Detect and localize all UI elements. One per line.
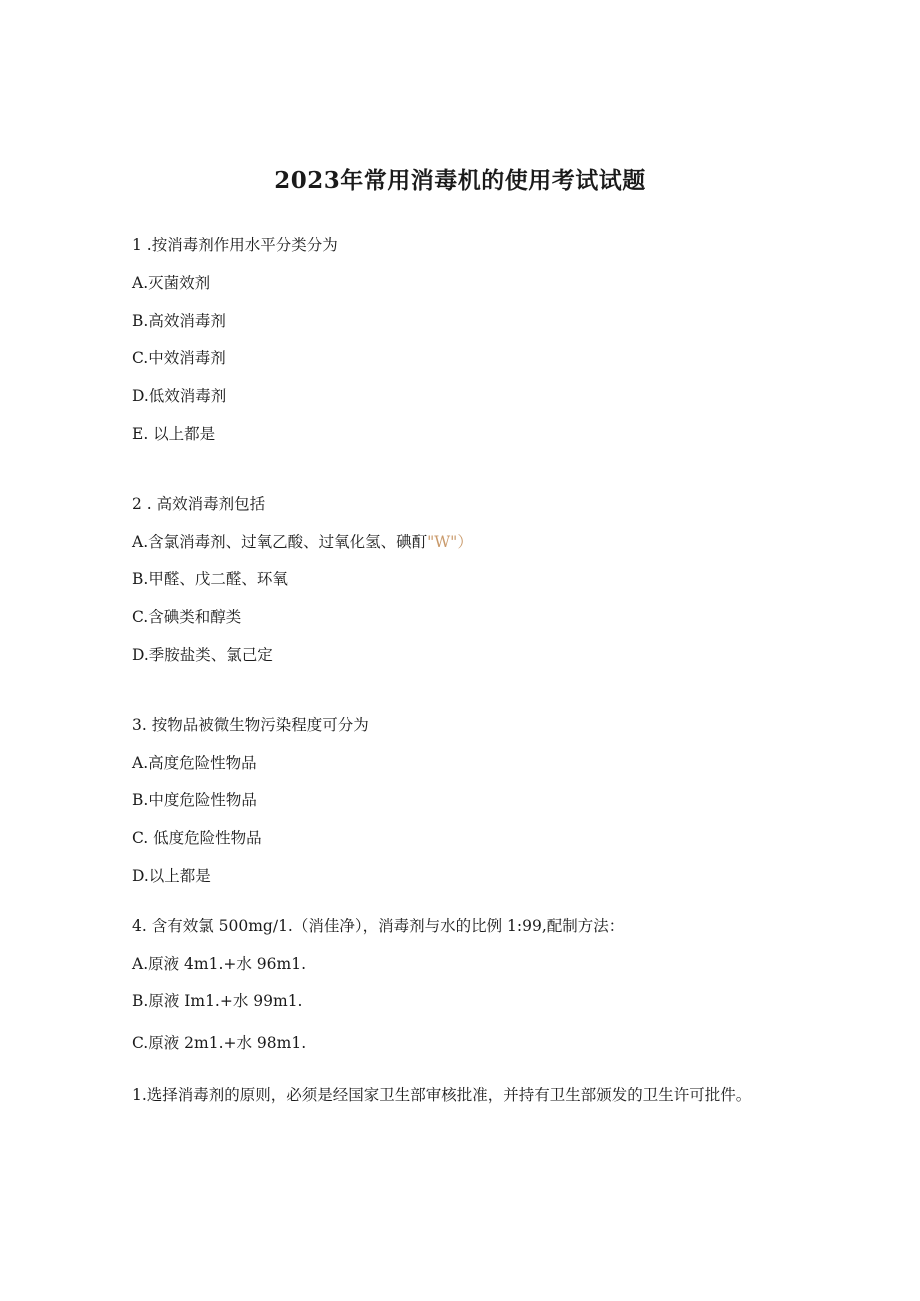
question-2-option-a-text: A.含氯消毒剂、过氧乙酸、过氧化氢、碘酊	[132, 533, 428, 551]
question-1-stem: 1 .按消毒剂作用水平分类分为	[132, 236, 338, 254]
question-3-option-c: C. 低度危险性物品	[132, 829, 262, 847]
question-1-option-b: B.高效消毒剂	[132, 312, 226, 330]
question-1-option-d: D.低效消毒剂	[132, 387, 227, 405]
question-3-option-b: B.中度危险性物品	[132, 791, 257, 809]
question-3-option-a: A.高度危险性物品	[132, 754, 257, 772]
question-2-stem: 2 . 高效消毒剂包括	[132, 495, 266, 513]
question-4-option-b: B.原液 Im1.+水 99m1.	[132, 992, 303, 1010]
question-3-option-d: D.以上都是	[132, 867, 211, 885]
question-4-option-a: A.原液 4m1.+水 96m1.	[132, 955, 307, 973]
question-4-stem: 4. 含有效氯 500mg∕1.（消佳净），消毒剂与水的比例 1:99,配制方法：	[132, 917, 625, 935]
question-2-option-a	[132, 532, 473, 552]
statement-1: 1.选择消毒剂的原则，必须是经国家卫生部审核批准，并持有卫生部颁发的卫生许可批件。	[132, 1086, 752, 1104]
question-4-option-c: C.原液 2m1.+水 98m1.	[132, 1034, 307, 1052]
question-1-option-c: C.中效消毒剂	[132, 349, 226, 367]
question-1-option-a: A.灭菌效剂	[132, 274, 211, 292]
question-2-option-c: C.含碘类和醇类	[132, 608, 242, 626]
question-2-option-d: D.季胺盐类、氯己定	[132, 646, 273, 664]
question-2-option-b: B.甲醛、戊二醛、环氧	[132, 570, 288, 588]
document-title: 2023年常用消毒机的使用考试试题	[274, 167, 646, 194]
question-3-stem: 3. 按物品被微生物污染程度可分为	[132, 716, 369, 734]
question-1-option-e: E. 以上都是	[132, 425, 216, 443]
question-2-option-a-tail: "W"）	[427, 533, 473, 551]
